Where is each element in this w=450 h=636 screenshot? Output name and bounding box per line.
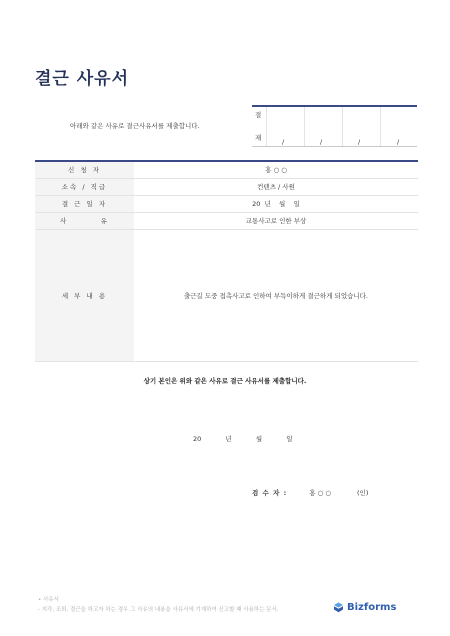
approval-slash: / (282, 138, 285, 146)
approval-divider (266, 107, 267, 146)
approval-divider (304, 107, 305, 146)
document-title: 결근 사유서 (35, 69, 130, 89)
bizforms-logo (333, 602, 396, 613)
footer-note (38, 595, 328, 615)
form-row-details (35, 230, 418, 362)
form-value: 교통사고로 인한 부상 (245, 217, 307, 225)
approval-slash: / (358, 138, 361, 146)
form-value: 컨텐츠 / 사원 (257, 183, 295, 191)
form-label: 결 근 일 자 (35, 196, 134, 212)
form-row-department (35, 179, 418, 196)
inspector-name: 홍 ○ ○ (309, 489, 331, 497)
absence-form-table (35, 160, 418, 362)
seal-mark: (인) (357, 489, 369, 497)
footer-text: - 지각, 조퇴, 결근을 하고자 하는 경우 그 사유의 내용을 사유서에 기재하여 신고할 때 사용하는 문서. (38, 607, 279, 613)
approval-slash: / (320, 138, 323, 146)
approval-bottom-line (252, 146, 417, 147)
form-label: 소속 / 직급 (35, 179, 134, 195)
approval-label-top: 결 (255, 111, 262, 119)
date-line: 20 년 월 일 (193, 435, 293, 443)
inspector-line (252, 488, 368, 497)
form-label: 사 유 (35, 213, 134, 229)
approval-divider (342, 107, 343, 146)
approval-divider (380, 107, 381, 146)
form-row-absence-date (35, 196, 418, 213)
statement-text: 상기 본인은 위와 같은 사유로 결근 사유서를 제출합니다. (143, 377, 307, 385)
form-value: 출근길 도중 접촉사고로 인하여 부득이하게 결근하게 되었습니다. (184, 291, 368, 300)
form-row-applicant (35, 162, 418, 179)
approval-box (252, 105, 417, 147)
inspector-label: 검 수 자 : (252, 489, 288, 497)
approval-top-line (252, 105, 417, 107)
form-label: 세 부 내 용 (35, 230, 134, 361)
form-value: 홍 ○ ○ (265, 166, 287, 174)
brand-name: Bizforms (347, 602, 397, 613)
approval-label-bottom: 재 (255, 134, 262, 142)
approval-slash: / (397, 138, 400, 146)
form-label: 신 청 자 (35, 162, 134, 178)
bizforms-logo-icon (333, 602, 344, 613)
intro-text: 아래와 같은 사유로 결근사유서를 제출합니다. (70, 122, 200, 130)
form-value: 20 년 월 일 (252, 200, 300, 208)
form-row-reason (35, 213, 418, 230)
footer-title: • 사유서 (38, 597, 59, 603)
